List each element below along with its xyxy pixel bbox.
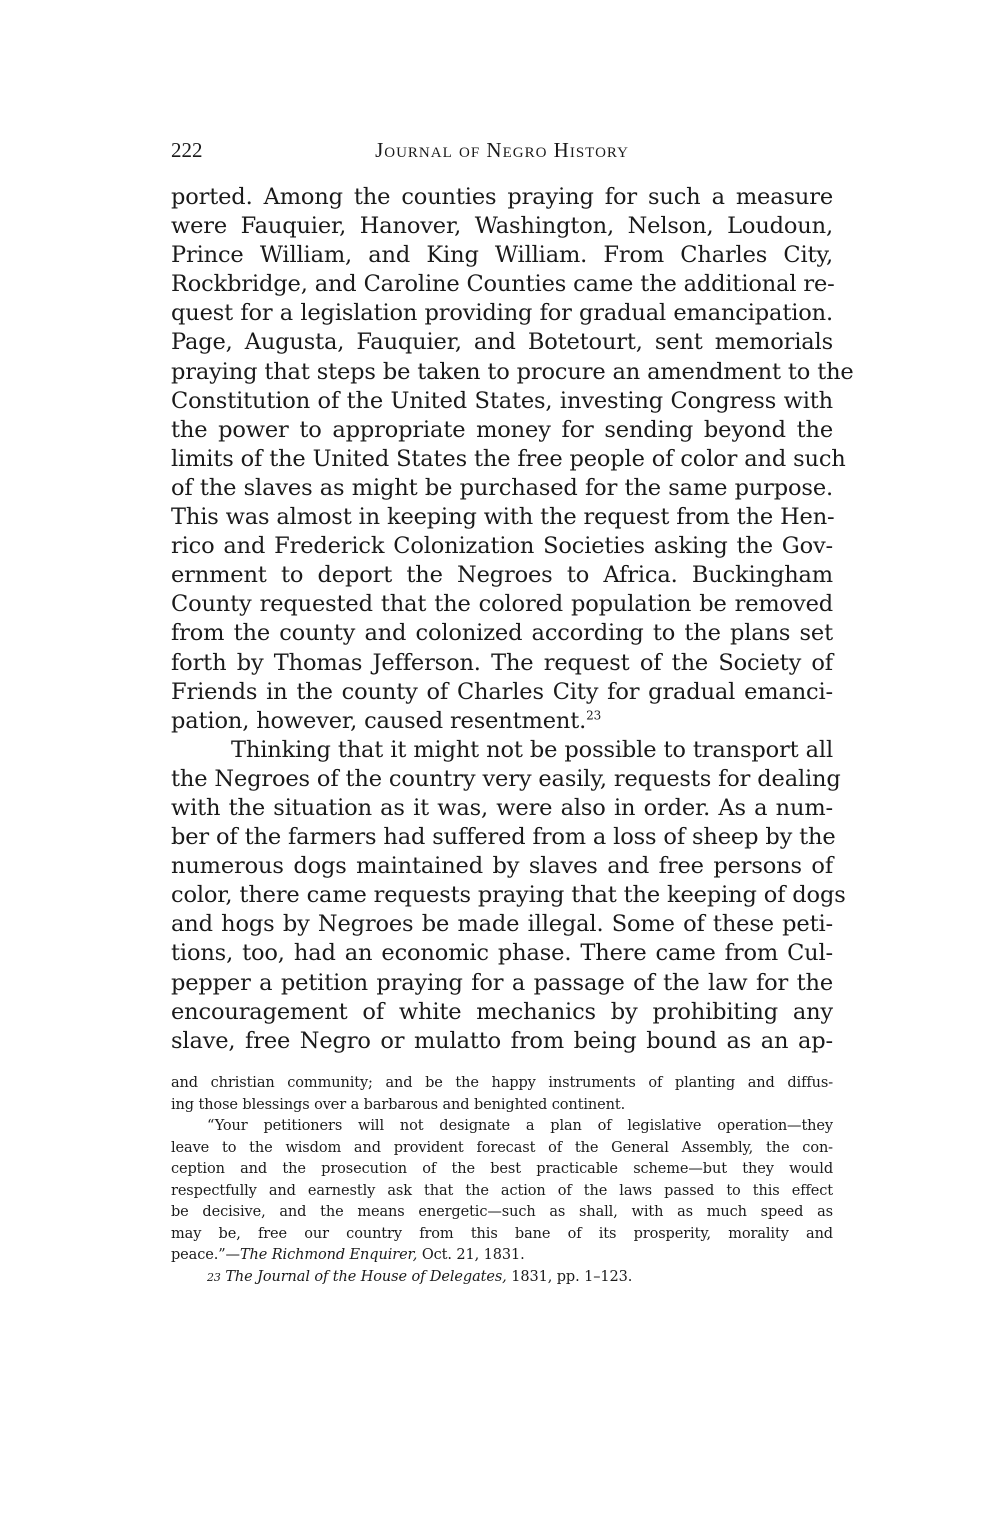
body-line: Friends in the county of Charles City for gradual emanci- (171, 678, 833, 705)
citation-date: Oct. 21, 1831. (417, 1247, 525, 1263)
body-line-with-footnote-ref (171, 707, 833, 736)
body-line: Page, Augusta, Fauquier, and Botetourt, sent memorials (171, 329, 833, 356)
body-line-text: pation, however, caused resentment. (171, 707, 587, 734)
body-line: from the county and colonized according to the plans set (171, 620, 833, 647)
body-line: Prince William, and King William. From Charles City, (171, 242, 833, 269)
footnote-line: ing those blessings over a barbarous and benighted continent. (171, 1096, 626, 1113)
citation-lead: peace.”— (171, 1247, 240, 1263)
body-line: ernment to deport the Negroes to Africa. Buckingham (171, 562, 833, 589)
body-line: Rockbridge, and Caroline Counties came the additional re- (171, 271, 835, 298)
footnote-line: respectfully and earnestly ask that the action of the laws passed to this effect (171, 1182, 833, 1199)
body-line: quest for a legislation providing for gradual emancipation. (171, 300, 833, 327)
body-line: tions, too, had an economic phase. There came from Cul- (171, 940, 833, 967)
body-line: numerous dogs maintained by slaves and free persons of (171, 853, 833, 880)
body-line: praying that steps be taken to procure an amendment to the (171, 358, 854, 385)
footnote-line: and christian community; and be the happy instruments of planting and diffus- (171, 1075, 833, 1091)
body-line: ber of the farmers had suffered from a loss of sheep by the (171, 824, 836, 851)
citation-source: The Richmond Enquirer, (239, 1247, 418, 1263)
body-line: color, there came requests praying that the keeping of dogs (171, 882, 846, 909)
body-line: with the situation as it was, were also in order. As a num- (171, 794, 833, 821)
body-line: pepper a petition praying for a passage of the law for the (171, 969, 833, 996)
footnote-line: may be, free our country from this bane of its prosperity, morality and (171, 1225, 833, 1242)
page-header (171, 138, 833, 168)
footnote-23-rest: 1831, pp. 1–123. (506, 1268, 633, 1285)
footnote-23-title: The Journal of the House of Delegates, (225, 1268, 507, 1285)
body-line: the Negroes of the country very easily, requests for dealing (171, 765, 841, 792)
footnote-23-mark: 23 (207, 1270, 221, 1284)
body-line: and hogs by Negroes be made illegal. Some of these peti- (171, 911, 833, 938)
page-number: 222 (171, 138, 203, 162)
footnote-line: be decisive, and the means energetic—such as shall, with as much speed as (171, 1204, 833, 1220)
body-line: rico and Frederick Colonization Societies asking the Gov- (171, 533, 833, 560)
body-line: Constitution of the United States, investing Congress with (171, 387, 833, 414)
footnote-ref-23: 23 (586, 708, 602, 723)
footnote-line: ception and the prosecution of the best practicable scheme—but they would (171, 1161, 833, 1177)
footnote-citation (171, 1245, 833, 1267)
body-line: County requested that the colored population be removed (171, 591, 833, 618)
body-line: This was almost in keeping with the request from the Hen- (171, 504, 835, 531)
body-line: of the slaves as might be purchased for the same purpose. (171, 474, 833, 501)
footnote-line: leave to the wisdom and provident forecast of the General Assembly, the con- (171, 1139, 833, 1156)
body-line: were Fauquier, Hanover, Washington, Nelson, Loudoun, (171, 213, 833, 240)
footnotes (171, 1073, 833, 1288)
body-line: encouragement of white mechanics by prohibiting any (171, 998, 833, 1025)
body-text (171, 183, 854, 1056)
paragraph-start-line: Thinking that it might not be possible to transport all (231, 736, 833, 763)
body-line: forth by Thomas Jefferson. The request of the Society of (171, 649, 833, 676)
body-line: ported. Among the counties praying for such a measure (171, 184, 833, 210)
footnote-23 (171, 1267, 833, 1289)
body-line: slave, free Negro or mulatto from being bound as an ap- (171, 1027, 833, 1054)
body-line: limits of the United States the free people of color and such (171, 445, 846, 472)
body-line: the power to appropriate money for sending beyond the (171, 416, 833, 443)
running-title: Journal of Negro History (375, 138, 629, 162)
footnote-line: “Your petitioners will not designate a plan of legislative operation—they (207, 1118, 833, 1134)
